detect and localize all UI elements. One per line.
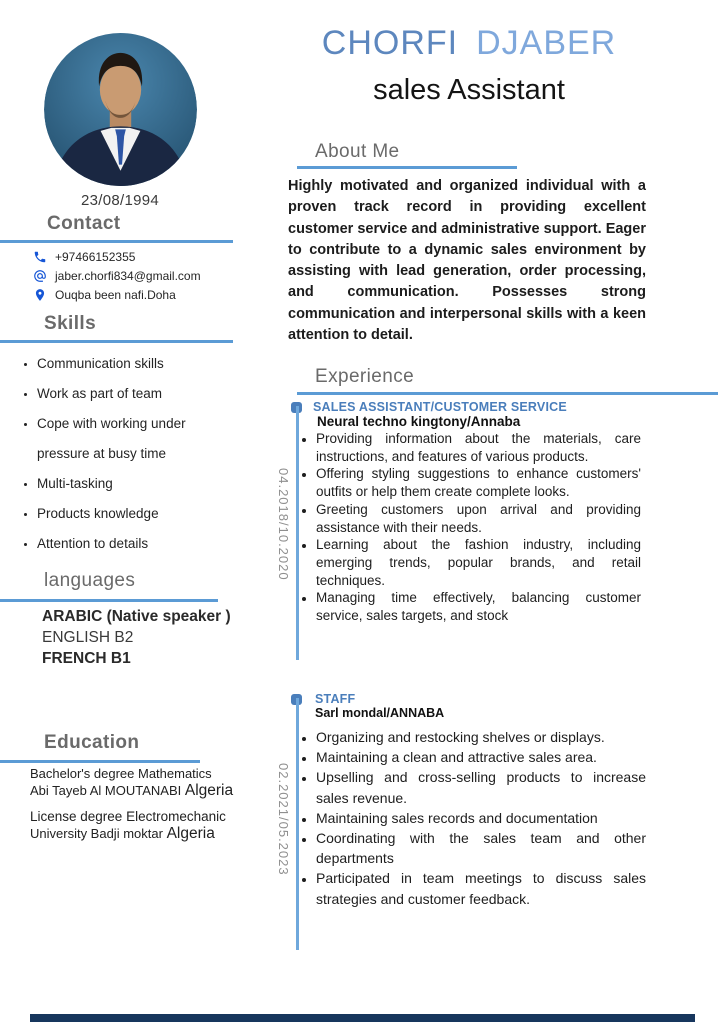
skills-section-title: Skills: [44, 313, 97, 334]
job-company: Sarl mondal/ANNABA: [315, 706, 445, 720]
education-entry: [30, 766, 265, 800]
about-underline: [297, 166, 517, 169]
skill-item: • Multi-tasking: [37, 469, 234, 499]
profile-photo: [44, 31, 197, 188]
contact-item-email: [33, 266, 201, 285]
skill-item: • Communication skills: [37, 349, 234, 379]
skill-item: • Products knowledge: [37, 499, 234, 529]
job-bullet: • Learning about the fashion industry, including emerging trends, popular brands, and retail techniques.: [316, 536, 641, 589]
contact-item-location: [33, 285, 201, 304]
job-bullet: • Providing information about the materials, care instructions, and features of various products.: [316, 430, 641, 465]
phone-icon: [33, 250, 47, 264]
email-icon: [33, 269, 47, 283]
education-degree: License degree Electromechanic: [30, 809, 226, 824]
experience-underline: [297, 392, 718, 395]
job-bullet: • Greeting customers upon arrival and providing assistance with their needs.: [316, 501, 641, 536]
education-school: University Badji moktar: [30, 826, 163, 841]
job-dates: 02.2021/05.2023: [276, 763, 291, 876]
phone-number: +97466152355: [55, 249, 136, 264]
last-name: DJABER: [476, 24, 617, 62]
job-company: Neural techno kingtony/Annaba: [317, 414, 521, 429]
languages-list: [42, 606, 231, 669]
job-bullet: • Maintaining a clean and attractive sales area.: [316, 747, 646, 767]
job-role: STAFF: [315, 692, 356, 706]
timeline-line: [296, 698, 299, 950]
language-item: ENGLISH B2: [42, 629, 134, 646]
job-role: SALES ASSISTANT/CUSTOMER SERVICE: [313, 400, 567, 414]
first-name: CHORFI: [321, 24, 459, 62]
candidate-name: [288, 24, 650, 63]
job-bullet-list: [301, 727, 646, 909]
language-item: ARABIC (Native speaker ): [42, 608, 231, 625]
contact-list: [33, 247, 201, 304]
education-degree: Bachelor's degree Mathematics: [30, 766, 212, 781]
education-list: [30, 766, 265, 843]
job-bullet: • Upselling and cross-selling products to increase sales revenue.: [316, 767, 646, 807]
job-bullet: • Organizing and restocking shelves or displays.: [316, 727, 646, 747]
birth-date: 23/08/1994: [80, 192, 160, 209]
location-icon: [33, 288, 47, 302]
contact-section-title: Contact: [47, 213, 121, 234]
job-bullet: • Participated in team meetings to discuss sales strategies and customer feedback.: [316, 868, 646, 908]
candidate-job-title: sales Assistant: [373, 74, 565, 106]
education-entry: [30, 809, 265, 843]
about-paragraph: Highly motivated and organized individual with a proven track record in providing excellent customer service and administrative support. Eager to contribute to a dynamic sales environment by assisting with lead generation, order processing, and communication. Possesses strong communication and interpersonal skills with a keen attention to detail.: [288, 178, 646, 344]
timeline-line: [296, 406, 299, 660]
job-bullet: • Managing time effectively, balancing customer service, sales targets, and stock: [316, 589, 641, 624]
skill-item: • Work as part of team: [37, 379, 234, 409]
education-country: Algeria: [184, 782, 234, 799]
experience-section-title: Experience: [315, 366, 415, 387]
skill-item: • Attention to details: [37, 529, 234, 559]
education-section-title: Education: [44, 732, 140, 753]
languages-underline: [0, 599, 218, 602]
contact-underline: [0, 240, 233, 243]
education-underline: [0, 760, 200, 763]
education-school-line: [30, 825, 265, 843]
about-section-title: About Me: [315, 141, 400, 162]
skills-underline: [0, 340, 233, 343]
education-country: Algeria: [166, 825, 215, 842]
contact-item-phone: [33, 247, 201, 266]
job-bullet: • Offering styling suggestions to enhance customers' outfits or help them create complete looks.: [316, 465, 641, 500]
job-dates: 04.2018/10.2020: [276, 468, 291, 581]
job-bullet: • Maintaining sales records and documentation: [316, 808, 646, 828]
footer-accent-bar: [30, 1014, 695, 1022]
location-text: Ouqba been nafi.Doha: [55, 287, 176, 302]
languages-section-title: languages: [44, 570, 136, 591]
skills-list: [22, 349, 234, 559]
education-school: Abi Tayeb Al MOUTANABI: [30, 783, 182, 798]
job-bullet-list: [301, 430, 641, 625]
education-school-line: [30, 782, 265, 800]
portrait-illustration: [44, 31, 197, 188]
email-address: jaber.chorfi834@gmail.com: [55, 268, 201, 283]
job-bullet: • Coordinating with the sales team and other departments: [316, 828, 646, 868]
skill-item: • Cope with working under pressure at busy time: [37, 409, 234, 469]
language-item: FRENCH B1: [42, 650, 131, 667]
